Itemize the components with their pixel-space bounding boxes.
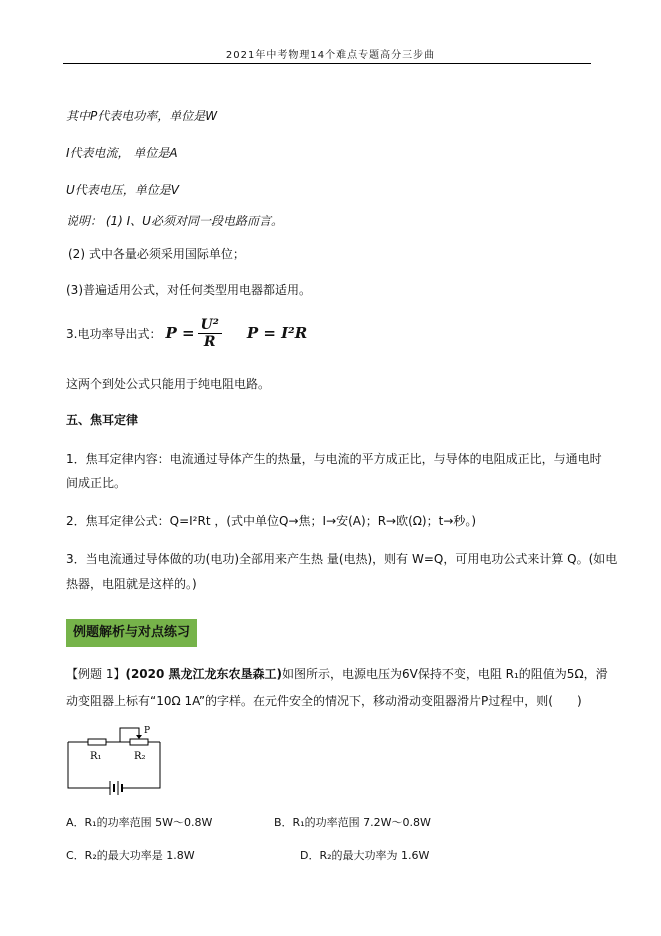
option-d: D．R₂的最大功率为 1.6W bbox=[300, 849, 430, 862]
option-b: B．R₁的功率范围 7.2W～0.8W bbox=[274, 816, 431, 829]
joule-item-1-line-1: 1．焦耳定律内容：电流通过导体产生的热量，与电流的平方成正比，与导体的电阻成正比，与通电时 bbox=[66, 452, 602, 466]
example-text-1: 如图所示，电源电压为6V保持不变，电阻 R₁的阻值为5Ω，滑 bbox=[282, 667, 608, 681]
formula-2: P = I²R bbox=[246, 324, 308, 342]
note-2: (2) 式中各量必须采用国际单位； bbox=[68, 247, 245, 261]
formula-1-fraction bbox=[198, 317, 222, 350]
circuit-diagram bbox=[62, 724, 174, 796]
option-a: A．R₁的功率范围 5W～0.8W bbox=[66, 816, 213, 829]
formula-1-denominator: R bbox=[203, 333, 216, 350]
page-header: 2021年中考物理14个难点专题高分三步曲 bbox=[225, 50, 436, 61]
derived-note: 这两个到处公式只能用于纯电阻电路。 bbox=[66, 377, 271, 391]
u-definition: U代表电压，单位是V bbox=[66, 183, 179, 197]
resistor-r1 bbox=[88, 739, 106, 745]
option-c: C．R₂的最大功率是 1.8W bbox=[66, 849, 195, 862]
rheostat-r2 bbox=[130, 739, 148, 745]
joule-item-3-line-2: 热器，电阻就是这样的。) bbox=[66, 577, 197, 591]
header-rule bbox=[63, 63, 591, 64]
p-definition: 其中P代表电功率，单位是W bbox=[66, 109, 218, 123]
example-tag: 【例题 1】 bbox=[66, 667, 126, 681]
slider-label: P bbox=[144, 726, 151, 736]
joule-item-3-line-1: 3．当电流通过导体做的功(电功)全部用来产生热 量(电热)，则有 W=Q，可用电功公式来计算 Q。(如电 bbox=[66, 552, 618, 566]
formula-1-numerator: U² bbox=[198, 317, 222, 334]
formula-1-lhs: P = bbox=[165, 324, 195, 342]
example-banner: 例题解析与对点练习 bbox=[66, 619, 197, 647]
joule-item-1-line-2: 间成正比。 bbox=[66, 476, 127, 490]
example-line-1 bbox=[66, 665, 608, 682]
example-line-2: 动变阻器上标有“10Ω 1A”的字样。在元件安全的情况下，移动滑动变阻器滑片P过程中，则( ) bbox=[66, 694, 582, 708]
r1-label: R₁ bbox=[90, 751, 102, 762]
i-definition: I代表电流， 单位是A bbox=[66, 146, 178, 160]
derived-formulas bbox=[66, 313, 307, 353]
note-3: (3)普遍适用公式，对任何类型用电器都适用。 bbox=[66, 283, 311, 297]
circuit-wire-left bbox=[68, 742, 110, 788]
joule-item-2: 2．焦耳定律公式：Q=I²Rt ，(式中单位Q→焦；I→安(A)；R→欧(Ω)；t→秒。) bbox=[66, 514, 477, 528]
r2-label: R₂ bbox=[134, 751, 146, 762]
slider-arrow bbox=[136, 735, 142, 739]
derived-label: 3.电功率导出式： bbox=[66, 326, 162, 341]
section-5-title: 五、焦耳定律 bbox=[66, 413, 139, 427]
note-1: 说明： (1) I、U必须对同一段电路而言。 bbox=[66, 214, 283, 228]
circuit-wire-right bbox=[122, 742, 160, 788]
example-source: (2020 黑龙江龙东农垦森工) bbox=[125, 667, 282, 681]
